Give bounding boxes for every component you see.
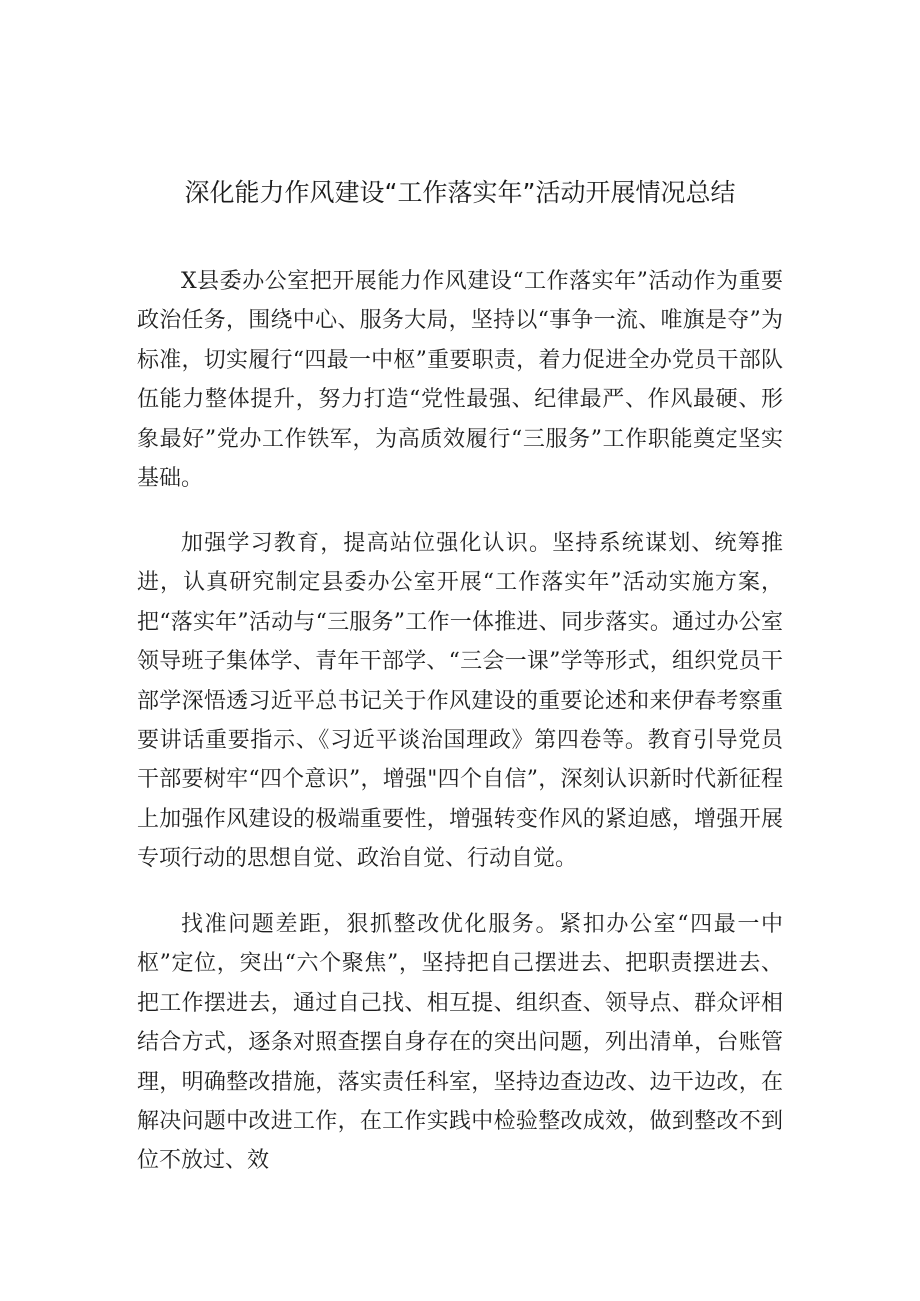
paragraph-problem-rectification: 找准问题差距，狠抓整改优化服务。紧扣办公室“四最一中枢”定位，突出“六个聚焦”，坚持把自己摆进去、把职责摆进去、把工作摆进去，通过自己找、相互提、组织查、领导点、群众评相结合方式，逐条对照查摆自身存在的突出问题，列出清单，台账管理，明确整改措施，落实责任科室，坚持边查边改、边干边改，在解决问题中改进工作，在工作实践中检验整改成效，做到整改不到位不放过、效 xyxy=(137,912,783,1174)
document-title: 深化能力作风建设“工作落实年”活动开展情况总结 xyxy=(184,178,736,207)
paragraph-study-education: 加强学习教育，提高站位强化认识。坚持系统谋划、统筹推进，认真研究制定县委办公室开展“工作落实年”活动实施方案，把“落实年”活动与“三服务”工作一体推进、同步落实。通过办公室领导班子集体学、青年干部学、“三会一课”学等形式，组织党员干部学深悟透习近平总书记关于作风建设的重要论述和来伊春考察重要讲话重要指示、《习近平谈治国理政》第四卷等。教育引导党员干部要树牢“四个意识”，增强"四个自信”，深刻认识新时代新征程上加强作风建设的极端重要性，增强转变作风的紧迫感，增强开展专项行动的思想自觉、政治自觉、行动自觉。 xyxy=(137,531,783,872)
paragraph-intro: X县委办公室把开展能力作风建设“工作落实年”活动作为重要政治任务，围绕中心、服务大局，坚持以“事争一流、唯旗是夺”为标准，切实履行“四最一中枢”重要职责，着力促进全办党员干部队伍能力整体提升，努力打造“党性最强、纪律最严、作风最硬、形象最好”党办工作铁军，为高质效履行“三服务”工作职能奠定坚实基础。 xyxy=(137,269,783,492)
